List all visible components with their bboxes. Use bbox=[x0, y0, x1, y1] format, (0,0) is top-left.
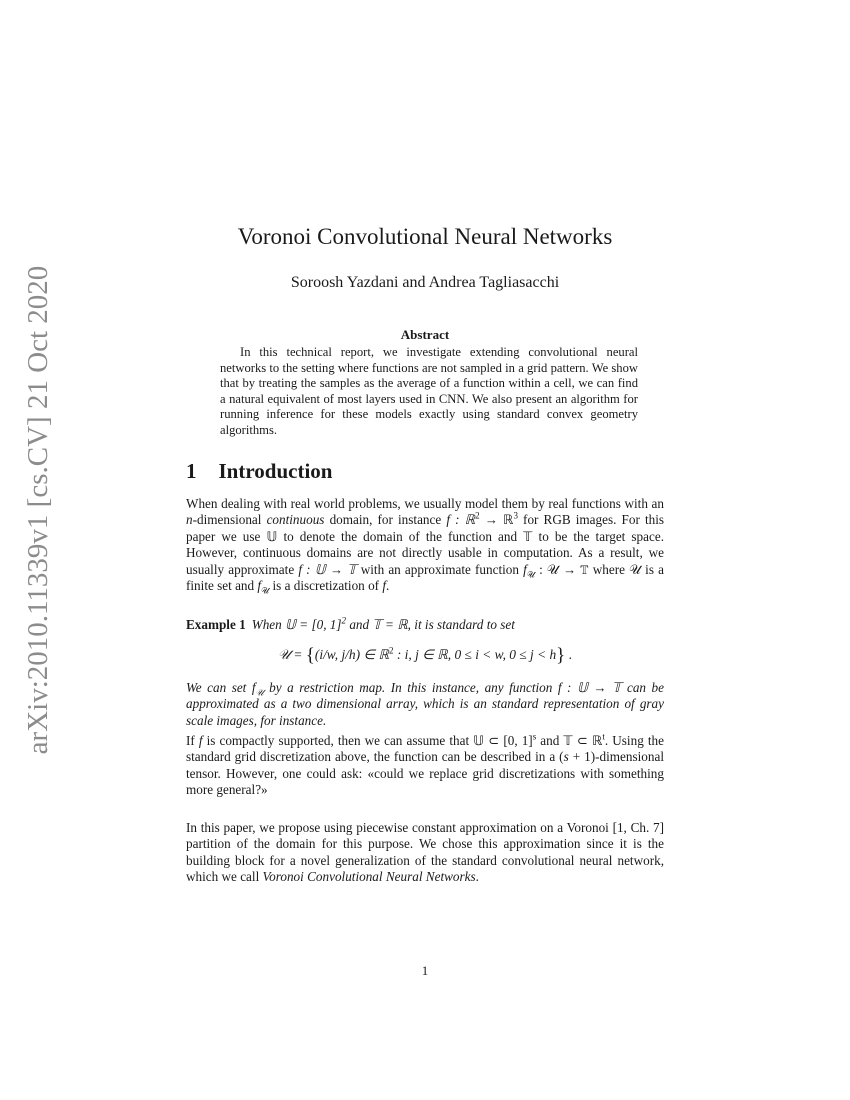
page-number: 1 bbox=[421, 963, 429, 978]
arxiv-identifier: arXiv:2010.11339v1 [cs.CV] 21 Oct 2020 bbox=[22, 265, 54, 755]
intro-paragraph-3: In this paper, we propose using piecewise constant approximation on a Voronoi [1, Ch. 7] partition of the domain for this purpose. We chose this approximation since it is the building block for a novel generalization of the standard convolutional neural network, which we call Voronoi Convolutional Neural Networks. bbox=[186, 820, 664, 885]
intro-paragraph-1: When dealing with real world problems, we usually model them by real functions with an n-dimensional continuous domain, for instance f : ℝ$^2$ → ℝ$^3$ for RGB images. For this paper we use 𝕌 to denote the domain of the function and 𝕋 to be the target space. However, continuous domains are not directly usable in computation. As a result, we usually approximate f : 𝕌 → 𝕋 with an approximate function $f_𝒰$ : 𝒰 → 𝕋 where 𝒰 is a finite set and $f_𝒰$ is a discretization of f. bbox=[186, 496, 665, 596]
section-title: Introduction bbox=[218, 459, 333, 483]
example-continuation: We can set $f_𝒰$ by a restriction map. In this instance, any function f : 𝕌 → 𝕋 can be approximated as a two dimensional array, which is an standard representation of gray scale images, for instance. bbox=[186, 680, 664, 728]
display-equation: 𝒰 = {(i/w, j/h) ∈ ℝ$^2$ : i, j ∈ ℝ, 0 ≤ i < w, 0 ≤ j < h} . bbox=[277, 645, 572, 666]
paper-authors: Soroosh Yazdani and Andrea Tagliasacchi bbox=[290, 274, 560, 291]
section-heading-introduction bbox=[186, 459, 332, 484]
section-number: 1 bbox=[186, 459, 197, 483]
abstract-heading: Abstract bbox=[400, 327, 450, 342]
paper-title: Voronoi Convolutional Neural Networks bbox=[237, 224, 613, 249]
example-1: Example 1 When 𝕌 = [0, 1]$^2$ and 𝕋 = ℝ, it is standard to set bbox=[186, 615, 515, 632]
intro-paragraph-2: If f is compactly supported, then we can assume that 𝕌 ⊂ [0, 1]$^s$ and 𝕋 ⊂ ℝ$^t$. Using the standard grid discretization above, the function can be described in a (s + 1)-dimensional tensor. However, one could ask: «could we replace grid discretizations with something more general?» bbox=[186, 731, 664, 798]
abstract-text: In this technical report, we investigate extending convolutional neural networks to the setting where functions are not sampled in a grid pattern. We show that by treating the samples as the average of a function within a cell, we can find a natural equivalent of most layers used in CNN. We also present an algorithm for running inference for these models exactly using standard convex geometry algorithms. bbox=[220, 345, 638, 437]
example-label: Example 1 bbox=[186, 617, 246, 632]
